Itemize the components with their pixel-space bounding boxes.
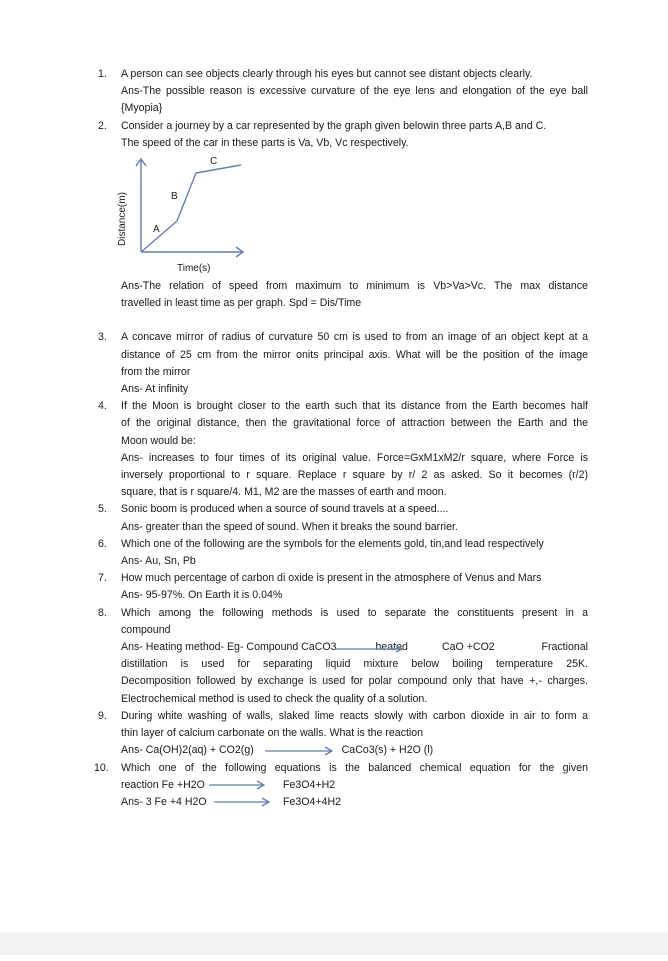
question-text: thin layer of calcium carbonate on the walls. What is the reaction [121, 727, 424, 740]
spacer [98, 312, 588, 329]
answer-line: inversely proportional to r square. Replace r square by r/ 2 as asked. So it becomes (r/2) [121, 469, 588, 482]
answer-line: distillation is used for separating liquid mixture below boiling temperature 25K. [121, 658, 588, 671]
question-number: 3. [98, 331, 107, 344]
answer-suffix: Fractional [541, 641, 588, 654]
question-text: Which among the following methods is used to separate the constituents present in a [121, 606, 588, 619]
question-number: 8. [98, 606, 107, 619]
question-text: Which one of the following equations is the balanced chemical equation for the given [121, 761, 588, 774]
question-3 [98, 329, 588, 398]
answer-line: Ans- greater than the speed of sound. When it breaks the sound barrier. [121, 520, 458, 533]
question-text: The speed of the car in these parts is Va, Vb, Vc respectively. [121, 136, 409, 149]
question-text: of the original distance, then the gravitational force of attraction between the Earth and the [121, 417, 588, 430]
product: Fe3O4+H2 [283, 778, 336, 791]
question-number: 7. [98, 572, 107, 585]
question-number: 2. [98, 119, 107, 132]
question-text: Consider a journey by a car represented by the graph given belowin three parts A,B and C. [121, 119, 547, 132]
arrow-label: heated [375, 641, 408, 654]
reactant: Ans- 3 Fe +4 H2O [121, 795, 207, 808]
question-4 [98, 398, 588, 501]
question-text: Which one of the following are the symbols for the elements gold, tin,and lead respectively [121, 537, 544, 550]
answer-line: travelled in least time as per graph. Spd = Dis/Time [121, 297, 362, 310]
answer-first-line [121, 639, 588, 656]
segment-label-c: C [210, 156, 218, 168]
question-text: from the mirror [121, 365, 191, 378]
graph-svg [111, 152, 281, 278]
journey-line [141, 165, 241, 252]
answer-line: Ans- increases to four times of its original value. Force=GxM1xM2/r square, where Force is [121, 451, 588, 464]
question-number: 4. [98, 400, 107, 413]
segment-label-b: B [171, 191, 178, 203]
answer-line: square, that is r square/4. M1, M2 are the masses of earth and moon. [121, 486, 447, 499]
answer-line: Ans- Au, Sn, Pb [121, 555, 196, 568]
arrow-right-icon [209, 780, 265, 790]
question-1 [98, 66, 588, 118]
answer-line: Ans-The relation of speed from maximum to minimum is Vb>Va>Vc. The max distance [121, 280, 588, 293]
question-10 [94, 760, 588, 812]
answer-line: Electrochemical method is used to check the quality of a solution. [121, 692, 428, 705]
reactant: reaction Fe +H2O [121, 778, 205, 791]
answer-prefix: Ans- Heating method- Eg- Compound CaCO3 [121, 641, 337, 654]
question-number: 9. [98, 709, 107, 722]
question-text: distance of 25 cm from the mirror onits principal axis. What will be the position of the image [121, 348, 588, 361]
question-7 [98, 570, 588, 604]
question-text: During white washing of walls, slaked lime reacts slowly with carbon dioxide in air to form a [121, 709, 588, 722]
question-text: Moon would be: [121, 434, 196, 447]
segment-label-a: A [153, 224, 160, 236]
answer-line: Ans-The possible reason is excessive curvature of the eye lens and elongation of the eye ball [121, 85, 588, 98]
answer-product: CaO +CO2 [442, 641, 495, 654]
distance-time-graph [111, 152, 588, 278]
question-text: Sonic boom is produced when a source of sound travels at a speed.... [121, 503, 449, 516]
reaction-line [121, 777, 588, 794]
question-text: A person can see objects clearly through his eyes but cannot see distant objects clearly. [121, 68, 533, 80]
product: Fe3O4+4H2 [283, 795, 342, 808]
arrow-right-icon [265, 746, 333, 756]
question-number: 1. [98, 68, 107, 80]
question-number: 6. [98, 537, 107, 550]
reactant: Ans- Ca(OH)2(aq) + CO2(g) [121, 744, 254, 757]
question-8 [98, 605, 588, 708]
question-9 [98, 708, 588, 760]
question-2 [98, 118, 588, 313]
arrow-right-icon [214, 797, 270, 807]
question-5 [98, 501, 588, 535]
answer-line: Ans- At infinity [121, 383, 189, 396]
answer-line: Ans- 95-97%. On Earth it is 0.04% [121, 589, 283, 602]
answer-line [121, 794, 588, 811]
answer-line: {Myopia} [121, 102, 163, 115]
viewer-bottom-band [0, 932, 668, 955]
question-number: 10. [94, 761, 109, 774]
reaction-line [121, 742, 588, 759]
question-6 [98, 536, 588, 570]
reaction-arrow-label [375, 639, 407, 656]
question-text: A concave mirror of radius of curvature 50 cm is used to from an image of an object kept at a [121, 331, 588, 344]
x-axis-label: Time(s) [177, 263, 211, 275]
question-text: If the Moon is brought closer to the earth such that its distance from the Earth becomes half [121, 400, 588, 413]
question-text: How much percentage of carbon di oxide is present in the atmosphere of Venus and Mars [121, 572, 542, 585]
product: CaCo3(s) + H2O (l) [341, 744, 434, 757]
question-list [94, 66, 588, 811]
question-number: 5. [98, 503, 107, 516]
question-text: compound [121, 623, 171, 636]
arrow-right-icon [335, 645, 405, 653]
y-axis-label: Distance(m) [117, 192, 128, 247]
answer-line: Decomposition followed by exchange is used for polar compound only that have +,- charges. [121, 675, 588, 688]
